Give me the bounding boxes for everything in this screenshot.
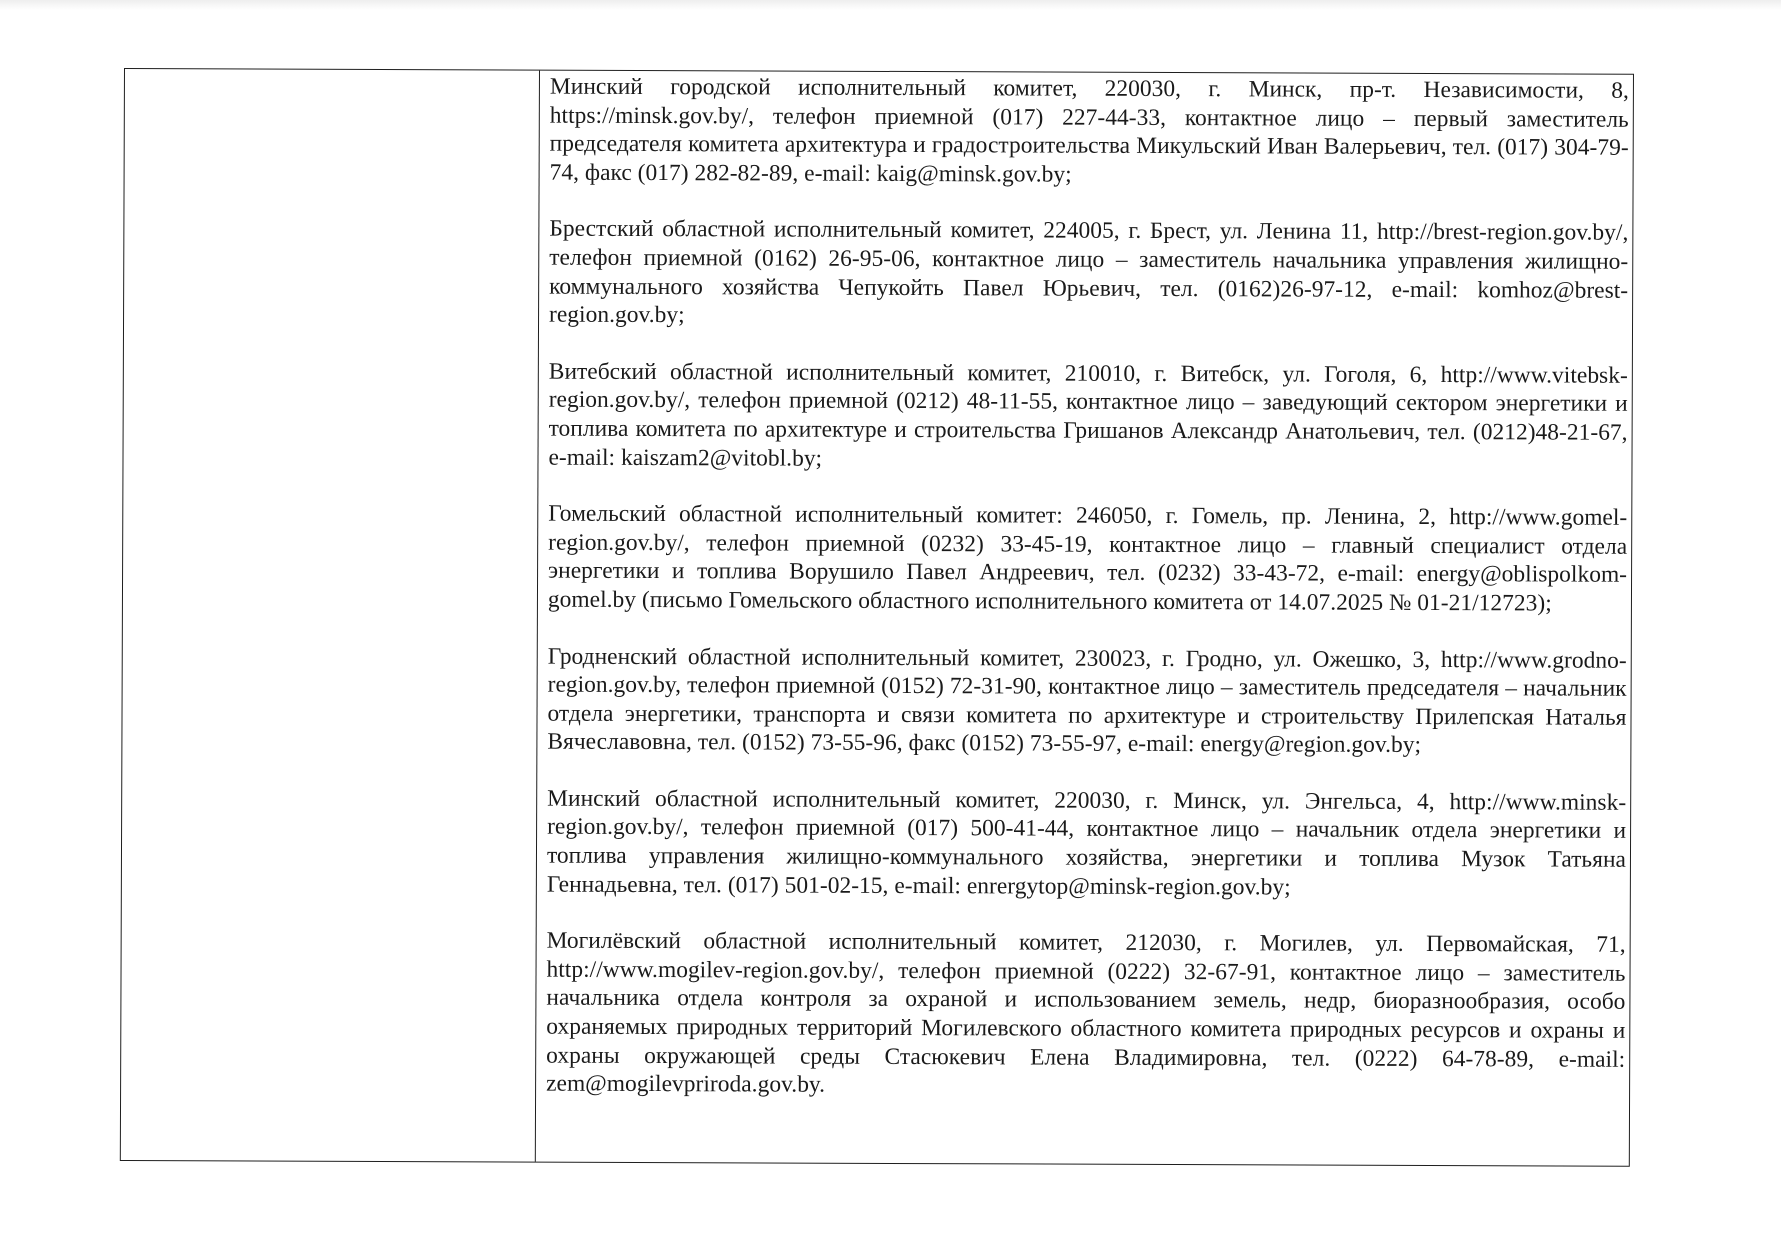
entry-vitebsk-region: Витебский областной исполнительный комитет, 210010, г. Витебск, ул. Гоголя, 6, http://www.vitebsk-region.gov.by/, телефон приемной (0212) 48-11-55, контактное лицо – заведующий сектором энергетики и топлива комитета по архитектуре и строительства Гришанов Александр Анатольевич, тел. (0212)48-21-67, e-mail: kaiszam2@vitobl.by;	[548, 358, 1628, 472]
entry-minsk-region: Минский областной исполнительный комитет, 220030, г. Минск, ул. Энгельса, 4, http://www.minsk-region.gov.by/, телефон приемной (017) 500-41-44, контактное лицо – начальник отдела энергетики и топлива управления жилищно-коммунального хозяйства, энергетики и топлива Музок Татьяна Геннадьевна, тел. (017) 501-02-15, e-mail: enrergytop@minsk-region.gov.by;	[546, 785, 1627, 901]
table-cell-contacts	[536, 71, 1633, 1166]
entry-grodno-region: Гродненский областной исполнительный комитет, 230023, г. Гродно, ул. Ожешко, 3, http://www.grodno-region.gov.by, телефон приемной (0152) 72-31-90, контактное лицо – заместитель председателя – начальник отдела энергетики, транспорта и связи комитета по архитектуре и строительству Прилепская Наталья Вячеславовна, тел. (0152) 73-55-96, факс (0152) 73-55-97, e-mail: energy@region.gov.by;	[547, 643, 1627, 759]
contacts-table	[120, 68, 1634, 1167]
entry-mogilev-region: Могилёвский областной исполнительный комитет, 212030, г. Могилев, ул. Первомайская, 71, http://www.mogilev-region.gov.by/, телефон приемной (0222) 32-67-91, контактное лицо – заместитель начальника отдела контроля за охраной и использованием земель, недр, биоразнообразия, особо охраняемых природных территорий Могилевского областного комитета природных ресурсов и охраны и охраны окружающей среды Стасюкевич Елена Владимировна, тел. (0222) 64-78-89, e-mail: zem@mogilevpriroda.gov.by.	[546, 927, 1626, 1098]
entry-minsk-city: Минский городской исполнительный комитет, 220030, г. Минск, пр-т. Независимости, 8, https://minsk.gov.by/, телефон приемной (017) 227-44-33, контактное лицо – первый заместитель председателя комитета архитектура и градостроительства Микульский Иван Валерьевич, тел. (017) 304-79-74, факс (017) 282-82-89, e-mail: kaig@minsk.gov.by;	[549, 73, 1629, 188]
table-cell-left-empty	[121, 69, 540, 1162]
entry-gomel-region: Гомельский областной исполнительный комитет: 246050, г. Гомель, пр. Ленина, 2, http://www.gomel-region.gov.by/, телефон приемной (0232) 33-45-19, контактное лицо – главный специалист отдела энергетики и топлива Ворушило Павел Андреевич, тел. (0232) 33-43-72, e-mail: energy@oblispolkom-gomel.by (письмо Гомельского областного исполнительного комитета от 14.07.2025 № 01-21/12723);	[547, 500, 1628, 617]
scan-edge	[0, 0, 1781, 10]
entry-brest-region: Брестский областной исполнительный комитет, 224005, г. Брест, ул. Ленина 11, http://brest-region.gov.by/, телефон приемной (0162) 26-95-06, контактное лицо – заместитель начальника управления жилищно-коммунального хозяйства Чепукойть Павел Юрьевич, тел. (0162)26-97-12, e-mail: komhoz@brest-region.gov.by;	[549, 216, 1629, 329]
